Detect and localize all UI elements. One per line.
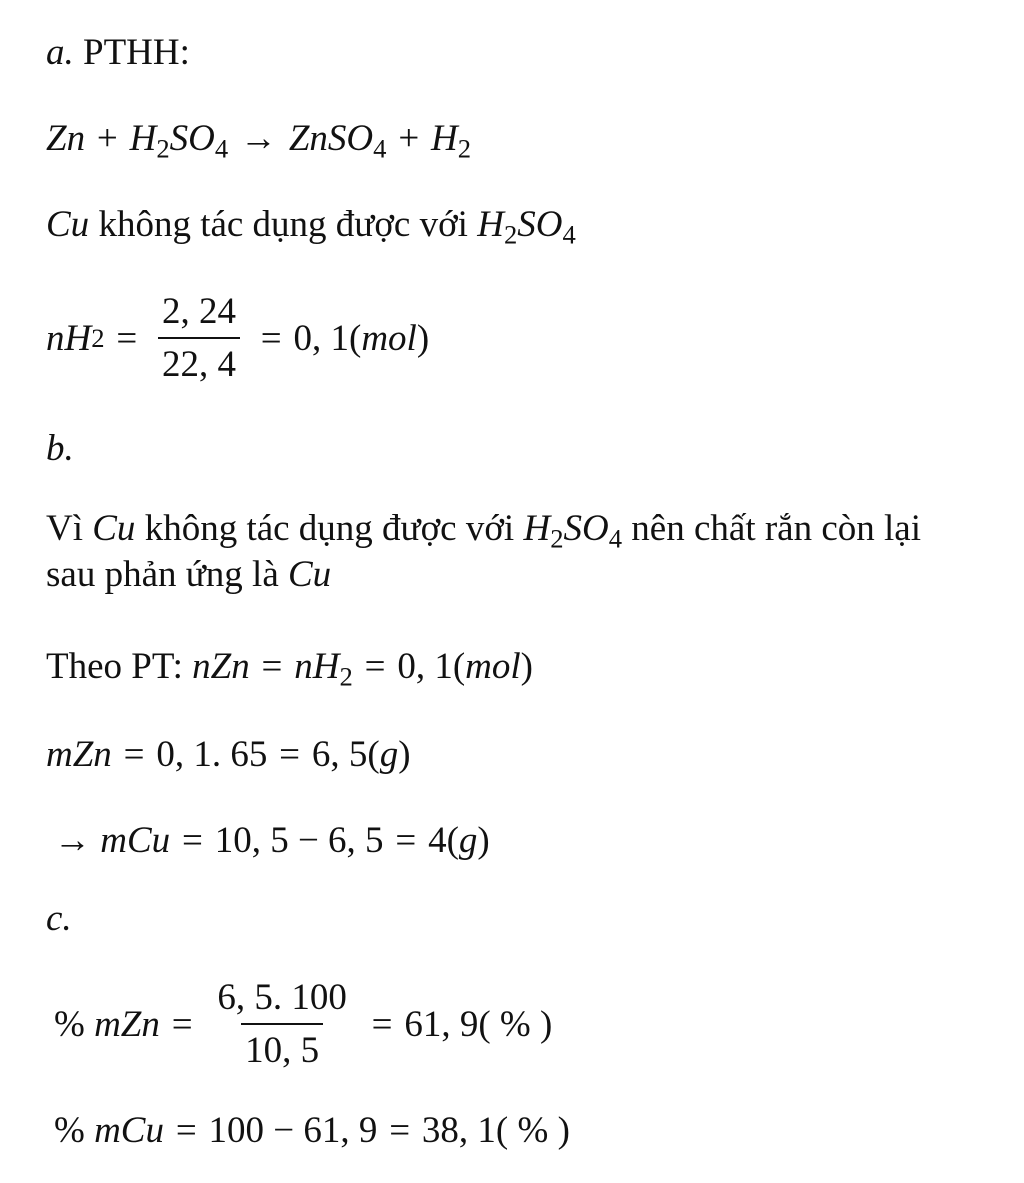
mzn-line: mZn = 0, 1. 65 = 6, 5(g) bbox=[46, 734, 411, 775]
mcu-line: → mCu = 10, 5 − 6, 5 = 4(g) bbox=[54, 820, 490, 861]
cu-note: Cu không tác dụng được với $H_2SO_4$ bbox=[46, 204, 576, 250]
reaction-equation: $Zn + H_2SO_4$ → ZnSO$_4$ + $H_2$ bbox=[46, 118, 472, 164]
part-c-heading bbox=[46, 896, 984, 942]
percent-zn-line: % mZn = $\frac{6, 5. 100}{10, 5}$ = 61, 9( % ) bbox=[54, 977, 553, 1071]
moles-h2: nH 2 = $\frac{2, 24}{22, 4}$ = 0, 1( mol ) bbox=[46, 291, 430, 385]
fraction-percent-zn: $\frac{6, 5. 100}{10, 5}$ bbox=[217, 977, 347, 1071]
part-a-label: a. bbox=[46, 32, 74, 73]
part-a-title: PTHH: bbox=[83, 32, 190, 73]
part-b-sentence: Vì Cu không tác dụng được với $H_2SO_4$ nên chất rắn còn lại sau phản ứng là Cu bbox=[46, 508, 921, 595]
result-arrow: → bbox=[54, 820, 91, 861]
percent-cu-line: % mCu = 100 − 61, 9 = 38, 1( % ) bbox=[54, 1110, 570, 1151]
theo-pt-line: Theo PT: nZn = $nH_2 = 0$, 1(mol) bbox=[46, 646, 533, 692]
part-c-label: c. bbox=[46, 898, 72, 939]
reaction-arrow: → bbox=[240, 118, 278, 159]
part-b-heading bbox=[46, 426, 984, 472]
fraction-moles: $\frac{2, 24}{22, 4}$ bbox=[158, 290, 239, 386]
part-b-label: b. bbox=[46, 428, 74, 469]
part-a-heading bbox=[46, 30, 984, 76]
